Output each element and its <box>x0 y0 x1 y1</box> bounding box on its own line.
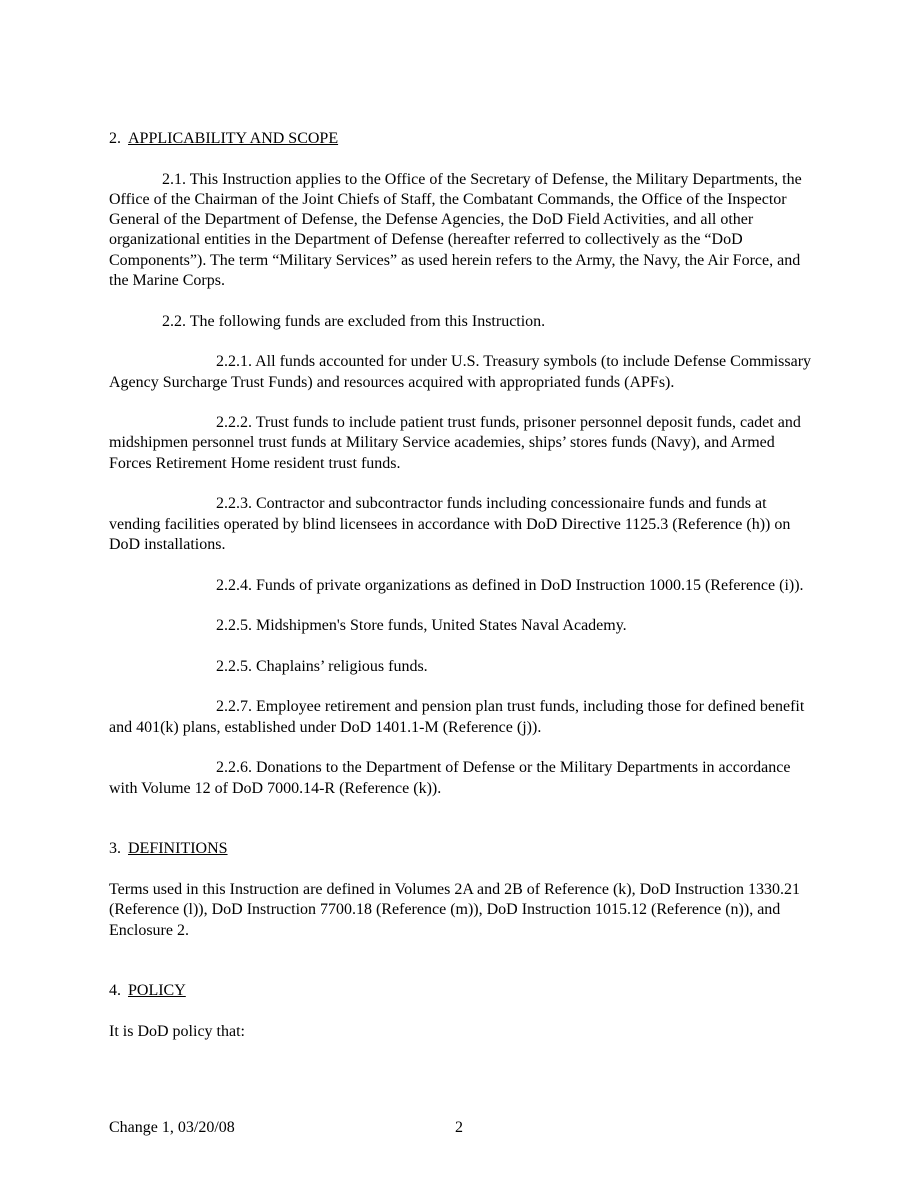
page-footer <box>109 1118 814 1138</box>
paragraph-2-2-3: 2.2.3. Contractor and subcontractor funds including concessionaire funds and funds at vending facilities operated by blind licensees in accordance with DoD Directive 1125.3 (Reference (h)) on DoD installations. <box>109 495 791 553</box>
section-3-number: 3. <box>109 840 121 858</box>
section-3-title: DEFINITIONS <box>128 840 228 858</box>
section-2-number: 2. <box>109 130 121 147</box>
document-page <box>109 129 814 1042</box>
paragraph-2-2-1: 2.2.1. All funds accounted for under U.S. Treasury symbols (to include Defense Commissary Agency Surcharge Trust Funds) and resources acquired with appropriated funds (APFs). <box>109 353 812 391</box>
section-4-number: 4. <box>109 982 121 1000</box>
paragraph-2-2-5-midshipmen: 2.2.5. Midshipmen's Store funds, United States Naval Academy. <box>216 617 627 635</box>
policy-paragraph: It is DoD policy that: <box>109 1023 245 1041</box>
section-2-heading <box>109 129 814 149</box>
paragraph-2-2-6: 2.2.6. Donations to the Department of Defense or the Military Departments in accordance with Volume 12 of DoD 7000.14-R (Reference (k)). <box>109 759 791 797</box>
paragraph-2-1: 2.1. This Instruction applies to the Office of the Secretary of Defense, the Military Departments, the Office of the Chairman of the Joint Chiefs of Staff, the Combatant Commands, the Office of the Inspector General of the Department of Defense, the Defense Agencies, the DoD Field Activities, and all other organizational entities in the Department of Defense (hereafter referred to collectively as the “DoD Components”). The term “Military Services” as used herein refers to the Army, the Navy, the Air Force, and the Marine Corps. <box>109 170 802 290</box>
section-2-title: APPLICABILITY AND SCOPE <box>128 130 339 147</box>
section-3-heading <box>109 839 814 859</box>
section-4-heading <box>109 981 814 1001</box>
paragraph-2-2: 2.2. The following funds are excluded from this Instruction. <box>162 312 546 330</box>
change-notice: Change 1, 03/20/08 <box>109 1119 235 1136</box>
paragraph-2-2-4: 2.2.4. Funds of private organizations as defined in DoD Instruction 1000.15 (Reference (i)). <box>216 576 804 594</box>
paragraph-2-2-7: 2.2.7. Employee retirement and pension plan trust funds, including those for defined benefit and 401(k) plans, established under DoD 1401.1-M (Reference (j)). <box>109 698 805 736</box>
paragraph-2-2-5-chaplains: 2.2.5. Chaplains’ religious funds. <box>216 657 428 675</box>
section-4-title: POLICY <box>128 982 186 1000</box>
page-number: 2 <box>455 1119 463 1136</box>
definitions-paragraph: Terms used in this Instruction are defined in Volumes 2A and 2B of Reference (k), DoD Instruction 1330.21 (Reference (l)), DoD Instruction 7700.18 (Reference (m)), DoD Instruction 1015.12 (Reference (n)), and Enclosure 2. <box>109 880 801 939</box>
paragraph-2-2-2: 2.2.2. Trust funds to include patient trust funds, prisoner personnel deposit funds, cadet and midshipmen personnel trust funds at Military Service academies, ships’ stores funds (Navy), and Armed Forces Retirement Home resident trust funds. <box>109 414 801 472</box>
